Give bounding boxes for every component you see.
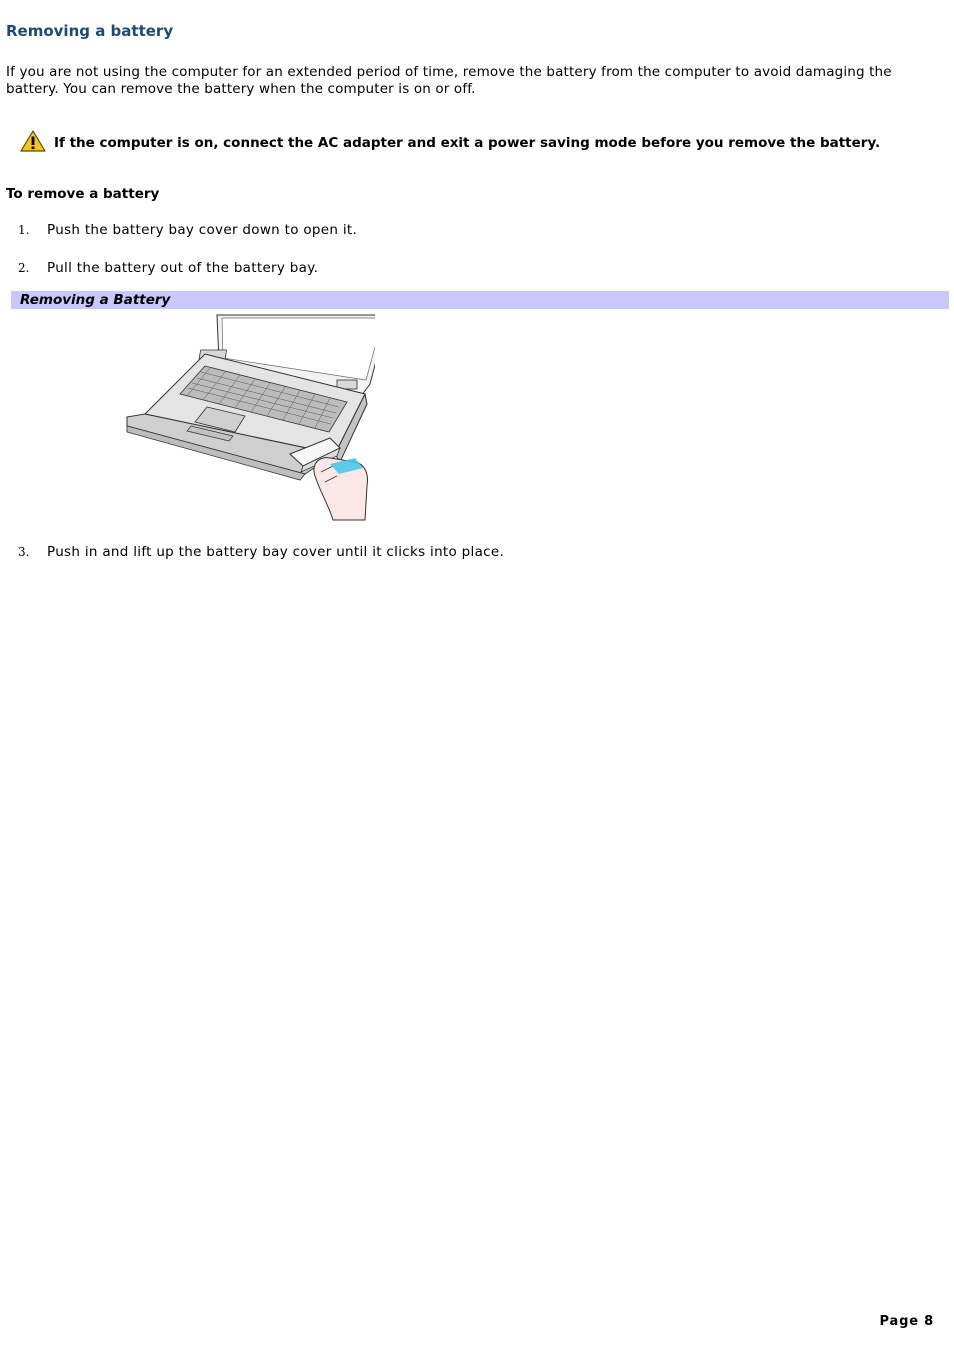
- step-number: 1.: [18, 223, 30, 237]
- figure-caption: Removing a Battery: [20, 292, 171, 308]
- warning-icon: [20, 130, 46, 152]
- step-text: Pull the battery out of the battery bay.: [47, 260, 319, 276]
- intro-paragraph: If you are not using the computer for an extended period of time, remove the battery from the computer to avoid damaging the battery. You can remove the battery when the computer is on or off.: [6, 64, 892, 97]
- step-item: [18, 260, 318, 276]
- step-text: Push in and lift up the battery bay cover until it clicks into place.: [47, 544, 505, 560]
- step-item: [18, 222, 357, 238]
- laptop-battery-illustration: [125, 314, 375, 524]
- step-text: Push the battery bay cover down to open it.: [47, 222, 358, 238]
- page-title: Removing a battery: [6, 22, 174, 40]
- procedure-heading: To remove a battery: [6, 186, 160, 202]
- step-item: [18, 544, 504, 560]
- warning-note: [20, 130, 940, 152]
- warning-text: If the computer is on, connect the AC adapter and exit a power saving mode before you remove the battery.: [54, 135, 881, 151]
- page-number: Page 8: [879, 1314, 934, 1329]
- figure-caption-bar: [11, 291, 949, 309]
- step-number: 2.: [18, 261, 30, 275]
- step-number: 3.: [18, 545, 30, 559]
